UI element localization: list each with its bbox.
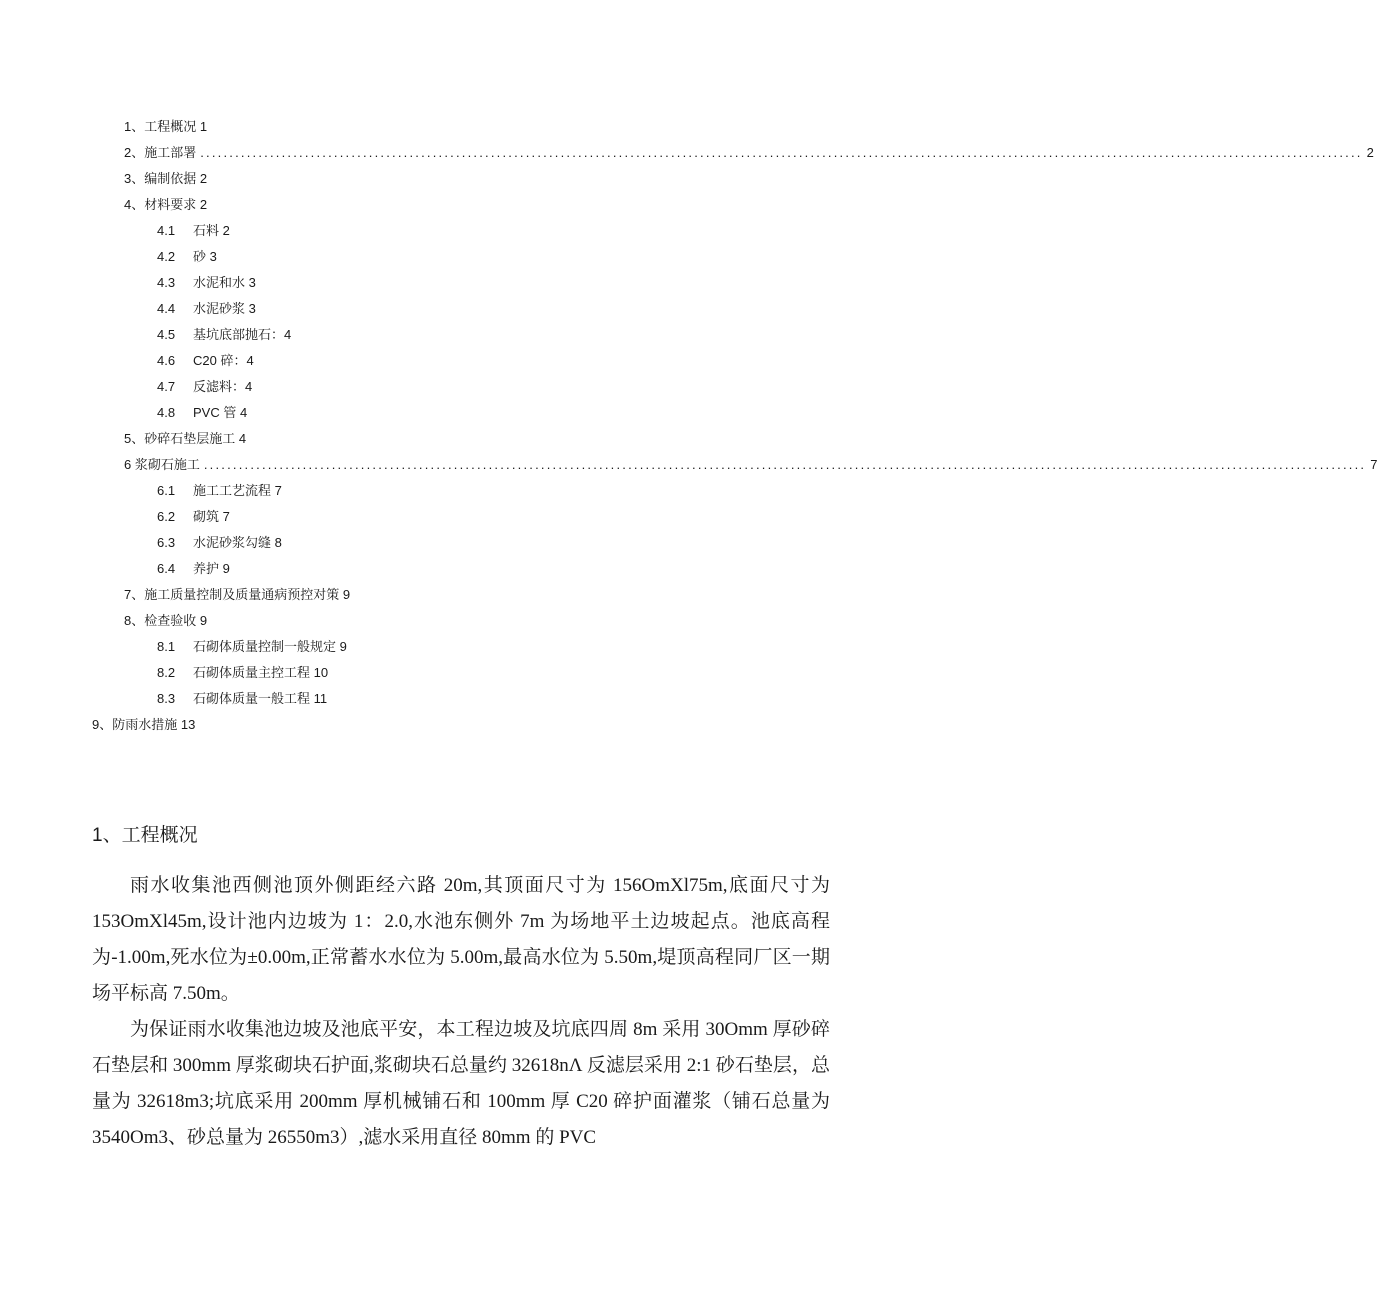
toc-entry-title: 6 浆砌石施工 <box>124 457 200 472</box>
toc-entry[interactable] <box>157 218 230 244</box>
toc-entry-number: 8.2 <box>157 665 176 680</box>
toc-entry[interactable] <box>157 634 347 660</box>
toc-entry[interactable] <box>124 608 207 634</box>
toc-leader-dots: ........................................................................................................................................................................................................ <box>200 145 1363 160</box>
toc-entry-title: 砂 3 <box>193 249 217 264</box>
toc-entry-page: 2 <box>1366 145 1374 160</box>
toc-entry[interactable] <box>157 400 247 426</box>
toc-entry-title: 施工工艺流程 7 <box>193 483 282 498</box>
toc-entry[interactable] <box>157 374 252 400</box>
toc-entry-number: 4.7 <box>157 379 176 394</box>
toc-entry-title: 水泥和水 3 <box>193 275 256 290</box>
toc-entry[interactable] <box>157 556 230 582</box>
toc-entry-number: 6.2 <box>157 509 176 524</box>
toc-entry[interactable] <box>157 270 256 296</box>
toc-entry-title: 石砌体质量控制一般规定 9 <box>193 639 347 654</box>
toc-entry-number: 8.3 <box>157 691 176 706</box>
toc-entry-title: 砌筑 7 <box>193 509 230 524</box>
toc-entry-page: 7 <box>1370 457 1377 472</box>
toc-entry-title: 4、材料要求 2 <box>124 197 208 212</box>
toc-entry-title: 石砌体质量主控工程 10 <box>193 665 329 680</box>
toc-entry[interactable] <box>157 296 256 322</box>
toc-entry[interactable] <box>124 426 246 452</box>
toc-entry-title: 养护 9 <box>193 561 230 576</box>
toc-entry-title: 石砌体质量一般工程 11 <box>193 691 328 706</box>
toc-entry-title: PVC 管 4 <box>193 405 248 420</box>
toc-entry-number: 4.5 <box>157 327 176 342</box>
toc-entry-title: 5、砂碎石垫层施工 4 <box>124 431 247 446</box>
toc-entry-number: 4.4 <box>157 301 176 316</box>
toc-entry[interactable] <box>157 322 291 348</box>
toc-entry-title: C20 碎：4 <box>193 353 254 368</box>
toc-entry[interactable] <box>92 712 195 738</box>
body-paragraph: 为保证雨水收集池边坡及池底平安，本工程边坡及坑底四周 8m 采用 30Omm 厚砂碎石垫层和 300mm 厚浆砌块石护面,浆砌块石总量约 32618nΛ 反滤层采用 2:1 砂石垫层，总量为 32618m3;坑底采用 200mm 厚机械铺石和 100mm 厚 C20 碎护面灌浆（铺石总量为 3540Om3、砂总量为 26550m3）,滤水采用直径 80mm 的 PVC <box>92 1019 830 1148</box>
toc-entry-title: 9、防雨水措施 13 <box>92 717 196 732</box>
toc-entry-title: 反滤料：4 <box>193 379 253 394</box>
toc-entry[interactable] <box>124 192 207 218</box>
toc-entry-number: 4.3 <box>157 275 176 290</box>
toc-entry-number: 6.4 <box>157 561 176 576</box>
toc-entry[interactable] <box>157 686 327 712</box>
section-body <box>92 868 830 1156</box>
section-heading: 1、工程概况 <box>92 825 198 846</box>
toc-entry[interactable] <box>157 504 230 530</box>
toc-entry-title: 石料 2 <box>193 223 230 238</box>
body-paragraph: 雨水收集池西侧池顶外侧距经六路 20m,其顶面尺寸为 156OmXl75m,底面尺寸为 153OmXl45m,设计池内边坡为 1：2.0,水池东侧外 7m 为场地平土边坡起点。池底高程为-1.00m,死水位为±0.00m,正常蓄水水位为 5.00m,最高水位为 5.50m,堤顶高程同厂区一期场平标高 7.50m。 <box>92 875 830 1004</box>
toc-entry[interactable] <box>124 452 1377 478</box>
toc-entry-title: 2、施工部署 <box>124 145 197 160</box>
toc-entry[interactable] <box>124 140 1374 166</box>
toc-entry[interactable] <box>124 166 207 192</box>
toc-entry-title: 7、施工质量控制及质量通病预控对策 9 <box>124 587 351 602</box>
toc-entry-number: 4.2 <box>157 249 176 264</box>
toc-entry[interactable] <box>124 582 350 608</box>
toc-entry-title: 基坑底部抛石：4 <box>193 327 292 342</box>
toc-entry-title: 1、工程概况 1 <box>124 119 208 134</box>
toc-entry-number: 8.1 <box>157 639 176 654</box>
toc-entry-number: 6.3 <box>157 535 176 550</box>
toc-entry[interactable] <box>157 660 328 686</box>
toc-entry-number: 4.6 <box>157 353 176 368</box>
toc-entry[interactable] <box>157 478 282 504</box>
toc-entry[interactable] <box>157 530 282 556</box>
toc-entry[interactable] <box>157 348 254 374</box>
toc-entry-number: 4.8 <box>157 405 176 420</box>
toc-entry-title: 水泥砂浆 3 <box>193 301 256 316</box>
toc-entry-title: 水泥砂浆勾缝 8 <box>193 535 282 550</box>
toc-entry-number: 4.1 <box>157 223 176 238</box>
toc-entry[interactable] <box>124 114 207 140</box>
toc-entry-title: 3、编制依据 2 <box>124 171 208 186</box>
toc-entry[interactable] <box>157 244 217 270</box>
toc-leader-dots: ........................................................................................................................................................................................................ <box>203 457 1367 472</box>
toc-entry-title: 8、检查验收 9 <box>124 613 208 628</box>
toc-entry-number: 6.1 <box>157 483 176 498</box>
